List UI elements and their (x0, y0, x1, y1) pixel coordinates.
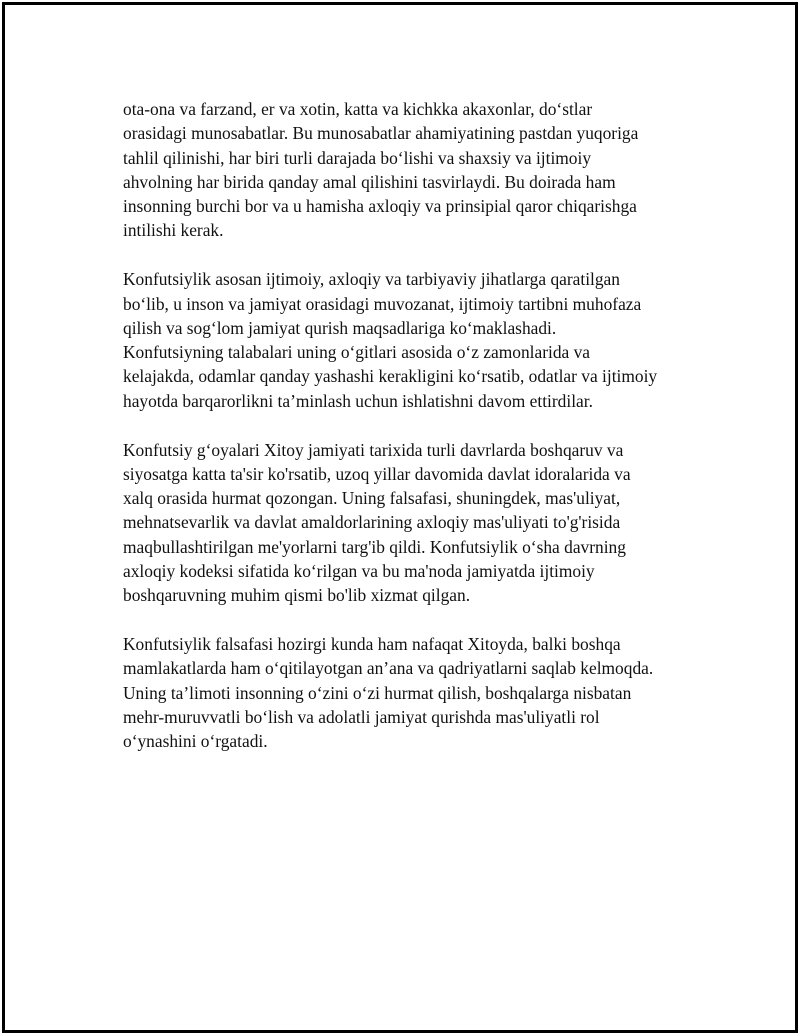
paragraph-2: Konfutsiylik asosan ijtimoiy, axloqiy va tarbiyaviy jihatlarga qaratilgan bo‘lib, u inson va jamiyat orasidagi muvozanat, ijtimoiy tartibni muhofaza qilish va sog‘lom jamiyat qurish maqsadlariga ko‘maklashadi. Konfutsiyning talabalari uning o‘gitlari asosida o‘z zamonlarida va kelajakda, odamlar qanday yashashi kerakligini ko‘rsatib, odatlar va ijtimoiy hayotda barqarorlikni ta’minlash uchun ishlatishni davom ettirdilar. (123, 269, 658, 411)
paragraph-3: Konfutsiy g‘oyalari Xitoy jamiyati tarixida turli davrlarda boshqaruv va siyosatga katta ta'sir ko'rsatib, uzoq yillar davomida davlat idoralarida va xalq orasida hurmat qozongan. Uning falsafasi, shuningdek, mas'uliyat, mehnatsevarlik va davlat amaldorlarining axloqiy mas'uliyati to'g'risida maqbullashtirilgan me'yorlarni targ'ib qildi. Konfutsiylik o‘sha davrning axloqiy kodeksi sifatida ko‘rilgan va bu ma'noda jamiyatda ijtimoiy boshqaruvning muhim qismi bo'lib xizmat qilgan. (123, 439, 631, 606)
document-body (123, 97, 703, 778)
page-border (2, 2, 798, 1033)
paragraph-4: Konfutsiylik falsafasi hozirgi kunda ham nafaqat Xitoyda, balki boshqa mamlakatlarda ham o‘qitilayotgan an’ana va qadriyatlarni saqlab kelmoqda. Uning ta’limoti insonning o‘zini o‘zi hurmat qilish, boshqalarga nisbatan mehr-muruvvatli bo‘lish va adolatli jamiyat qurishda mas'uliyatli rol o‘ynashini o‘rgatadi. (123, 634, 654, 752)
paragraph-1: ota-ona va farzand, er va xotin, katta va kichkka akaxonlar, do‘stlar orasidagi munosabatlar. Bu munosabatlar ahamiyatining pastdan yuqoriga tahlil qilinishi, har biri turli darajada bo‘lishi va shaxsiy va ijtimoiy ahvolning har birida qanday amal qilishini tasvirlaydi. Bu doirada ham insonning burchi bor va u hamisha axloqiy va prinsipial qaror chiqarishga intilishi kerak. (123, 99, 639, 241)
